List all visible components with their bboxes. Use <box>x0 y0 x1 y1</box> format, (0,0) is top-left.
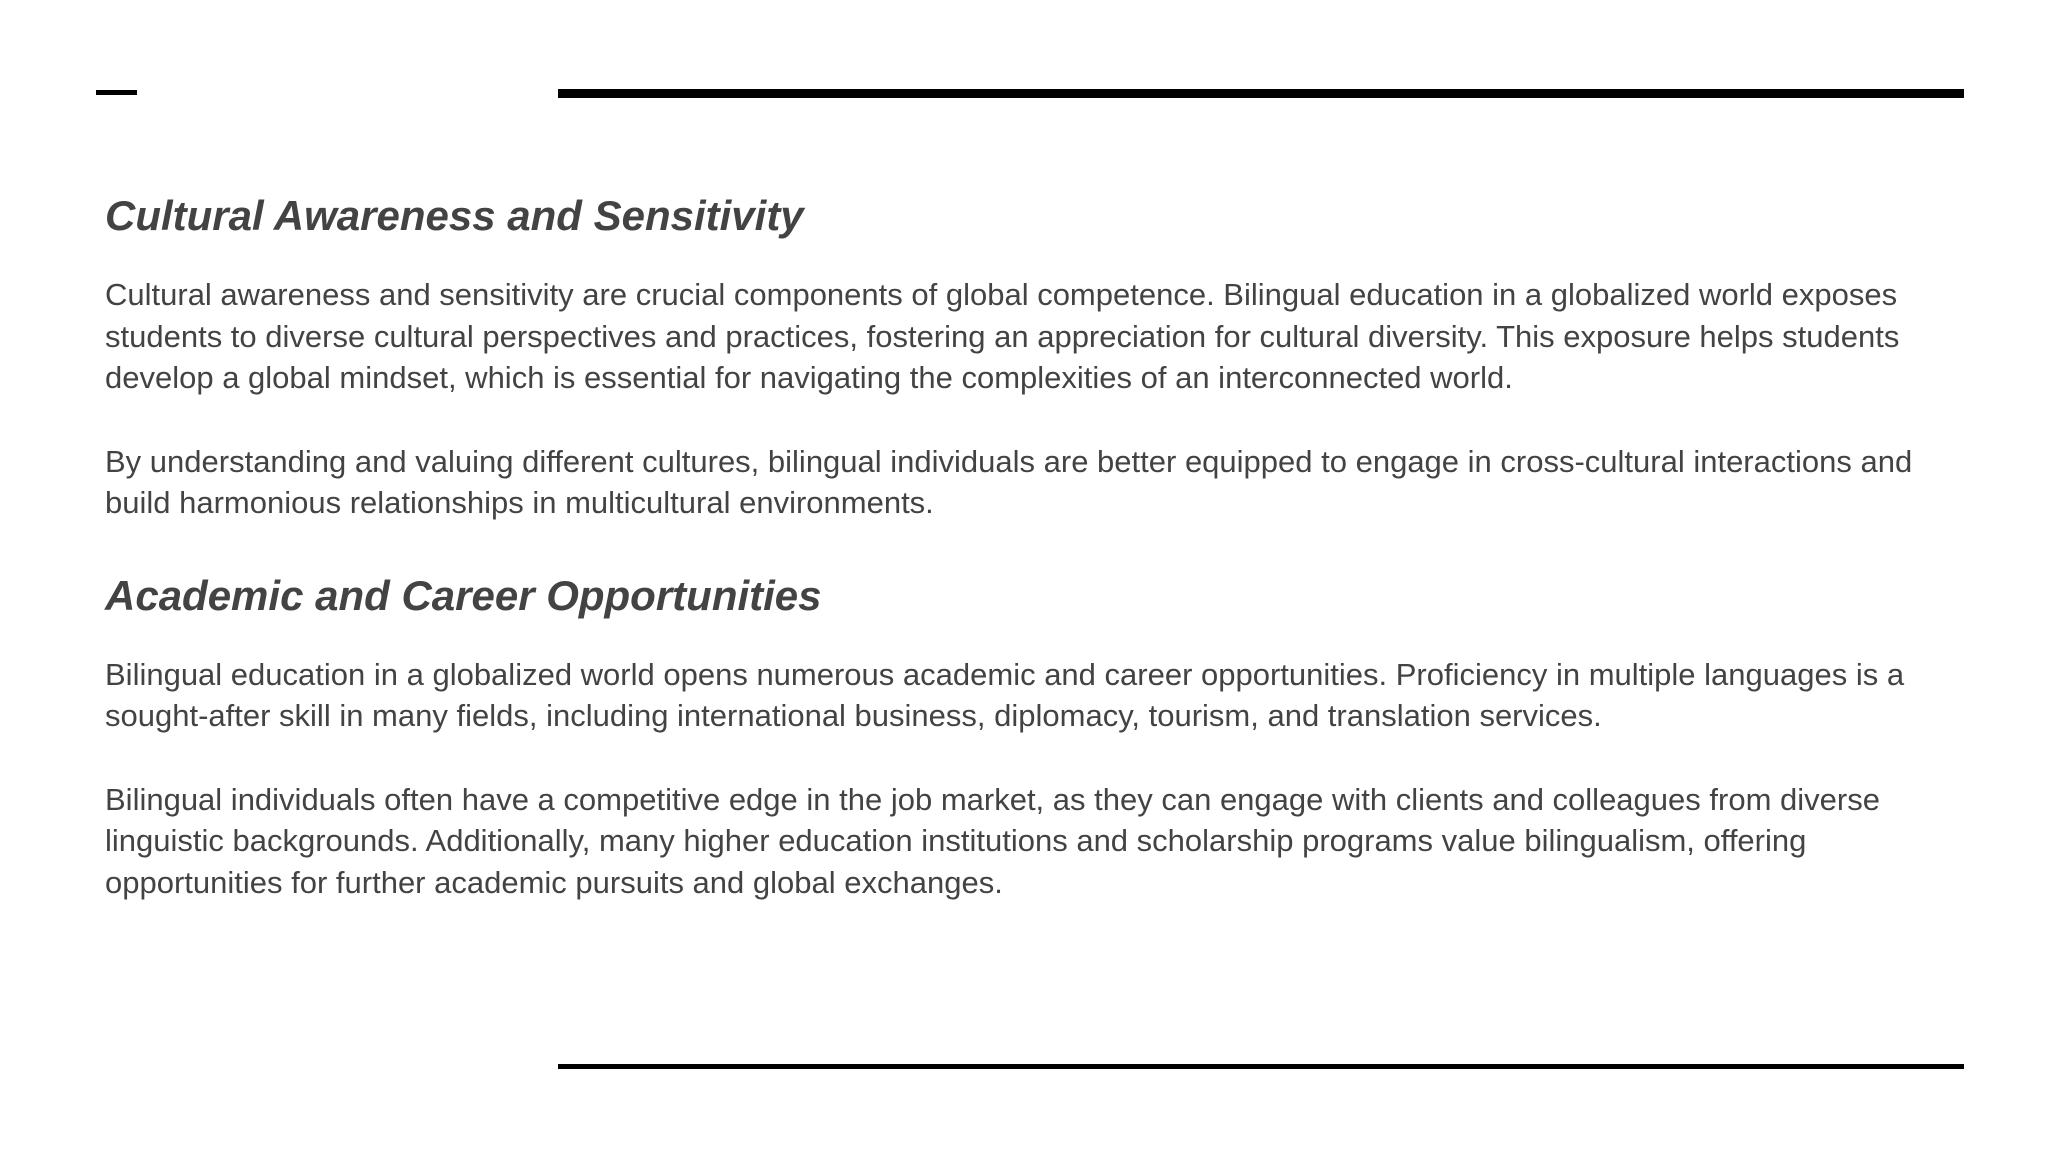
accent-dash <box>96 90 137 95</box>
bottom-rule <box>558 1064 1964 1069</box>
paragraph-academic-career-1: Bilingual education in a globalized world opens numerous academic and career opportunities. Proficiency in multiple languages is a sought-after skill in many fields, including international business, diplomacy, tourism, and translation services. <box>105 656 1905 733</box>
section-heading-cultural-awareness: Cultural Awareness and Sensitivity <box>105 192 804 239</box>
paragraph-cultural-awareness-2: By understanding and valuing different cultures, bilingual individuals are better equipped to engage in cross-cultural interactions and build harmonious relationships in multicultural environments. <box>105 443 1913 520</box>
paragraph-academic-career-2: Bilingual individuals often have a competitive edge in the job market, as they can engage with clients and colleagues from diverse linguistic backgrounds. Additionally, many higher education institutions and scholarship programs value bilingualism, offering opportunities for further academic pursuits and global exchanges. <box>105 781 1880 900</box>
paragraph-cultural-awareness-1: Cultural awareness and sensitivity are crucial components of global competence. Bilingual education in a globalized world exposes students to diverse cultural perspectives and practices, fostering an appreciation for cultural diversity. This exposure helps students develop a global mindset, which is essential for navigating the complexities of an interconnected world. <box>105 277 1900 395</box>
top-rule <box>558 89 1964 98</box>
section-heading-academic-career: Academic and Career Opportunities <box>105 571 822 619</box>
slide-body <box>105 186 1965 903</box>
